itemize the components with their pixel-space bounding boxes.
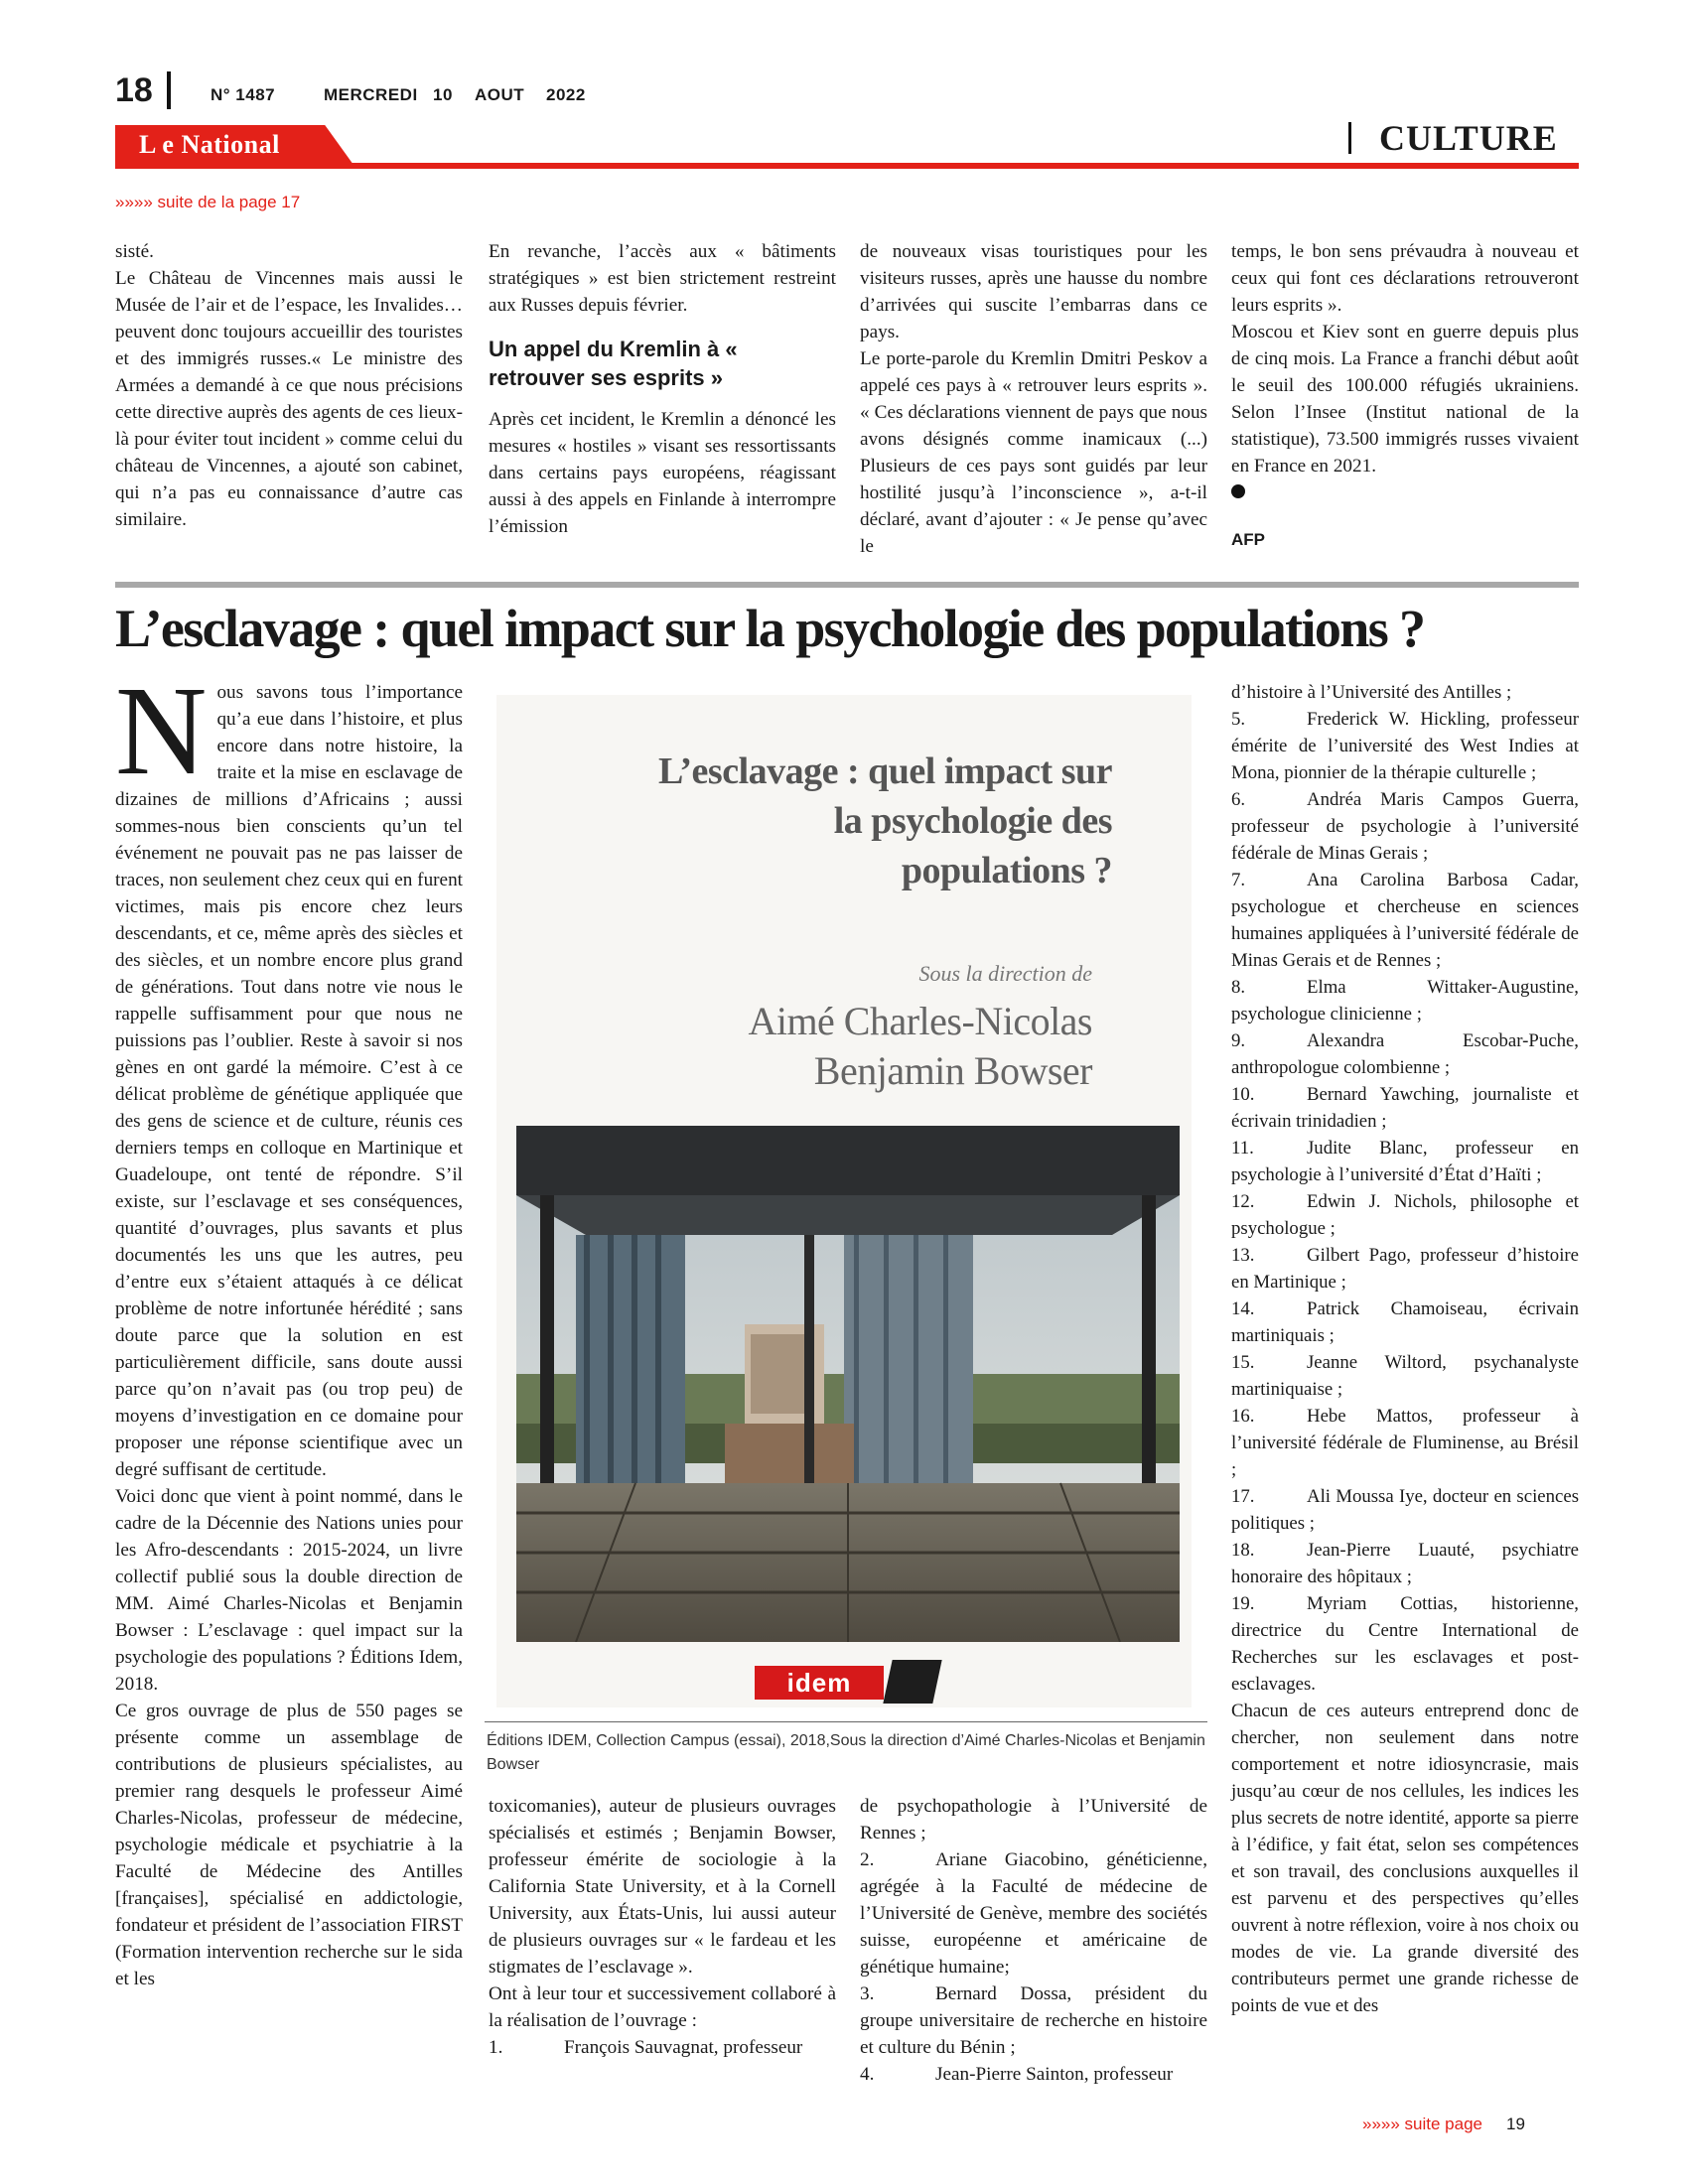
paragraph: Moscou et Kiev sont en guerre depuis plus de cinq mois. La France a franchi début août le seuil des 100.000 réfugiés ukrainiens. Selon l’Insee (Institut national de la statistique), 73.500 immigrés russes vivaient en France en 2021. — [1231, 322, 1579, 477]
prev-column-1 — [115, 238, 463, 533]
list-number: 9. — [1231, 1030, 1246, 1051]
list-text: Jean-Pierre Luauté, psychiatre honoraire des hôpitaux ; — [1231, 1540, 1579, 1587]
list-item — [1231, 1242, 1579, 1296]
cover-title — [496, 747, 1112, 895]
list-item — [1231, 1537, 1579, 1590]
prev-column-2 — [489, 238, 836, 540]
list-item — [1231, 1081, 1579, 1135]
list-number: 19. — [1231, 1593, 1255, 1614]
cover-authors — [496, 997, 1092, 1096]
header-rule — [115, 163, 1579, 169]
cover-title-line: L’esclavage : quel impact sur — [658, 751, 1112, 792]
paragraph: En revanche, l’accès aux « bâtiments stratégiques » est bien strictement restreint aux Russes depuis février. — [489, 241, 836, 316]
paragraph-text: ous savons tous l’importance qu’a eue dans l’histoire, et plus encore dans notre histoire, la traite et la mise en esclavage de dizaines de millions d’Africains ; aussi sommes-nous bien conscients qu’un tel événement ne pouvait pas ne pas laisser de traces, non seulement chez ceux qui en furent victimes, mais pis encore chez leurs descendants, et ce, même après des siècles et des siècles, et un nombre encore plus grand de générations. Tout dans notre vie nous le rappelle suffisamment pour que nous ne puissions pas l’oublier. Reste à savoir si nos gènes en ont gardé la mémoire. C’est à ce délicat problème de génétique appliquée que des gens de science et de culture, réunis ces derniers temps en colloque en Martinique et Guadeloupe, ont tenté de répondre. S’il existe, sur l’esclavage et ses conséquences, quantité d’ouvrages, plus savants et plus documentés les uns que les autres, peu d’entre eux s’étaient attaqués à ce délicat problème de notre infortunée hérédité ; sans doute parce que la solution en est particulièrement difficile, sans doute aussi parce qu’on n’avait pas (ou trop peu) de moyens d’investigation en ce domaine pour proposer une réponse scientifique avec un degré suffisant de certitude. — [115, 682, 463, 1480]
list-text: Jean-Pierre Sainton, professeur — [935, 2064, 1174, 2085]
list-text: Andréa Maris Campos Guerra, professeur de psychologie à l’université fédérale de Minas Gerais ; — [1231, 789, 1579, 864]
paragraph: d’histoire à l’Université des Antilles ; — [1231, 682, 1512, 703]
caption-rule — [485, 1721, 1207, 1722]
list-text: Elma Wittaker-Augustine, psychologue clinicienne ; — [1231, 977, 1579, 1024]
list-number: 12. — [1231, 1191, 1255, 1212]
paragraph: de psychopathologie à l’Université de Rennes ; — [860, 1796, 1207, 1843]
article-headline: L’esclavage : quel impact sur la psychologie des populations ? — [115, 599, 1425, 658]
list-item — [1231, 706, 1579, 786]
list-text: Bernard Dossa, président du groupe universitaire de recherche en histoire et culture du Bénin ; — [860, 1983, 1207, 2058]
paragraph: Chacun de ces auteurs entreprend donc de chercher, non seulement dans notre comportement et notre idiosyncrasie, mais jusqu’au cœur de nos cellules, les indices les plus secrets de notre identité, apporte sa pierre à l’édifice, y fait état, selon ses compétences et son travail, des conclusions auxquelles il est parvenu et des perspectives qu’elles ouvrent à notre réflexion, voire à nos choix ou modes de vie. La grande diversité des contributeurs permet une grande richesse de points de vue et des — [1231, 1701, 1579, 2016]
article-column-2 — [489, 1793, 836, 2061]
list-item — [1231, 974, 1579, 1027]
list-number: 11. — [1231, 1138, 1254, 1159]
list-item — [1231, 1483, 1579, 1537]
list-text: Frederick W. Hickling, professeur émérite de l’université des West Indies at Mona, pionnier de la thérapie culturelle ; — [1231, 709, 1579, 783]
list-text: Patrick Chamoiseau, écrivain martiniquais ; — [1231, 1298, 1579, 1346]
cover-author: Benjamin Bowser — [813, 1048, 1092, 1093]
cover-title-line: la psychologie des — [833, 800, 1112, 842]
list-number: 4. — [860, 2064, 875, 2085]
paragraph: de nouveaux visas touristiques pour les visiteurs russes, après une hausse du nombre d’arrivées qui suscite l’embarras dans ce pays. — [860, 241, 1207, 342]
section-divider — [1348, 122, 1351, 154]
list-number: 8. — [1231, 977, 1246, 998]
issue-year: 2022 — [546, 85, 586, 104]
article-divider — [115, 582, 1579, 588]
image-caption: Éditions IDEM, Collection Campus (essai), 2018,Sous la direction d’Aimé Charles-Nicolas et Benjamin Bowser — [487, 1732, 1205, 1773]
article-column-1 — [115, 660, 463, 1992]
cover-author: Aimé Charles-Nicolas — [748, 999, 1092, 1043]
list-item — [1231, 786, 1579, 867]
list-item — [1231, 1403, 1579, 1483]
list-text: Gilbert Pago, professeur d’histoire en Martinique ; — [1231, 1245, 1579, 1293]
section-label: CULTURE — [1379, 118, 1558, 158]
list-item — [1231, 1135, 1579, 1188]
publisher-logo-tab — [883, 1660, 941, 1704]
subheading: Un appel du Kremlin à « retrouver ses esprits » — [489, 337, 738, 390]
list-item — [489, 2034, 836, 2061]
article-column-4 — [1231, 679, 1579, 2019]
end-mark-icon — [1231, 484, 1245, 498]
cover-title-line: populations ? — [901, 850, 1112, 891]
paragraph: Après cet incident, le Kremlin a dénoncé les mesures « hostiles » visant ses ressortissants dans certains pays européens, réagissant aussi à des appels en Finlande à interrompre l’émission — [489, 409, 836, 537]
paragraph: sisté. — [115, 241, 154, 262]
list-number: 18. — [1231, 1540, 1255, 1561]
list-text: Edwin J. Nichols, philosophe et psychologue ; — [1231, 1191, 1579, 1239]
list-number: 17. — [1231, 1486, 1255, 1507]
cover-photo — [516, 1126, 1180, 1642]
book-cover-image — [496, 695, 1192, 1707]
issue-month: AOUT — [475, 85, 525, 104]
paragraph: Ce gros ouvrage de plus de 550 pages se présente comme un assemblage de contributions de plusieurs spécialistes, au premier rang desquels le professeur Aimé Charles-Nicolas, professeur de médecine, psychologie médicale et psychiatrie à la Faculté de Médecine des Antilles [françaises], spécialisé en addictologie, fondateur et président de l’association FIRST (Formation intervention recherche sur le sida et les — [115, 1701, 463, 1989]
list-number: 6. — [1231, 789, 1246, 810]
article-column-3 — [860, 1793, 1207, 2088]
paragraph: Le Château de Vincennes mais aussi le Musée de l’air et de l’espace, les Invalides… peuvent donc toujours accueillir des touristes et des immigrés russes.« Le ministre des Armées a demandé à ce que nous précisions cette directive auprès des agents de ces lieux-là pour éviter tout incident » comme celui du château de Vincennes, a ajouté son cabinet, qui n’a pas eu connaissance d’autre cas similaire. — [115, 268, 463, 530]
list-number: 7. — [1231, 870, 1246, 890]
paragraph — [115, 660, 463, 1483]
continued-to-label: »»»» suite page — [1362, 2115, 1482, 2133]
prev-column-4 — [1231, 238, 1579, 553]
list-item — [1231, 1027, 1579, 1081]
list-number: 2. — [860, 1849, 875, 1870]
list-item — [1231, 1349, 1579, 1403]
credit: AFP — [1231, 530, 1265, 549]
dropcap: N — [115, 660, 208, 801]
list-text: Ariane Giacobino, généticienne, agrégée à la Faculté de médecine de l’Université de Genève, membre des sociétés suisse, européenne et américaine de génétique humaine; — [860, 1849, 1207, 1978]
continued-to-page: 19 — [1506, 2115, 1525, 2133]
list-item — [860, 1980, 1207, 2061]
paragraph: Le porte-parole du Kremlin Dmitri Peskov a appelé ces pays à « retrouver leurs esprits ». « Ces déclarations viennent de pays que nous avons désignés comme inamicaux (...) Plusieurs de ces pays sont guidés par leur hostilité jusqu’à l’inconscience », a-t-il déclaré, avant d’ajouter : « Je pense qu’avec le — [860, 348, 1207, 557]
section-title — [1348, 117, 1558, 159]
issue-day: MERCREDI — [324, 85, 418, 104]
list-text: Judite Blanc, professeur en psychologie à l’université d’État d’Haïti ; — [1231, 1138, 1579, 1185]
list-number: 15. — [1231, 1352, 1255, 1373]
newspaper-logo: L e National — [139, 130, 280, 159]
list-number: 10. — [1231, 1084, 1255, 1105]
paragraph: toxicomanies), auteur de plusieurs ouvrages spécialisés et estimés ; Benjamin Bowser, professeur émérite de sociologie à la California State University, et à la Cornell University, aux États-Unis, lui aussi auteur de plusieurs ouvrages sur « le fardeau et les stigmates de l’esclavage ». — [489, 1796, 836, 1978]
issue-date-day: 10 — [433, 85, 453, 104]
list-number: 14. — [1231, 1298, 1255, 1319]
continued-to — [1362, 2115, 1525, 2134]
list-number: 13. — [1231, 1245, 1255, 1266]
list-number: 16. — [1231, 1406, 1255, 1427]
list-text: Jeanne Wiltord, psychanalyste martiniquaise ; — [1231, 1352, 1579, 1400]
page-number-divider — [167, 71, 171, 109]
list-number: 5. — [1231, 709, 1246, 730]
cover-direction: Sous la direction de — [918, 961, 1092, 986]
issue-number: N° 1487 — [211, 85, 276, 104]
paragraph: Voici donc que vient à point nommé, dans le cadre de la Décennie des Nations unies pour les Afro-descendants : 2015-2024, un livre collectif publié sous la double direction de MM. Aimé Charles-Nicolas et Benjamin Bowser : L’esclavage : quel impact sur la psychologie des populations ? Éditions Idem, 2018. — [115, 1486, 463, 1695]
list-text: Bernard Yawching, journaliste et écrivain trinidadien ; — [1231, 1084, 1579, 1132]
list-item — [860, 2061, 1207, 2088]
list-number: 1. — [489, 2037, 503, 2058]
list-number: 3. — [860, 1983, 875, 2004]
continued-from: »»»» suite de la page 17 — [115, 193, 301, 211]
publisher-logo: idem — [755, 1666, 884, 1700]
list-item — [1231, 1590, 1579, 1698]
list-item — [1231, 867, 1579, 974]
list-item — [1231, 1188, 1579, 1242]
list-item — [1231, 1296, 1579, 1349]
list-text: Alexandra Escobar-Puche, anthropologue colombienne ; — [1231, 1030, 1579, 1078]
list-text: Myriam Cottias, historienne, directrice du Centre International de Recherches sur les esclavages et post-esclavages. — [1231, 1593, 1579, 1695]
paragraph: temps, le bon sens prévaudra à nouveau et ceux qui font ces déclarations retrouveront leurs esprits ». — [1231, 241, 1579, 316]
list-text: Hebe Mattos, professeur à l’université fédérale de Fluminense, au Brésil ; — [1231, 1406, 1579, 1480]
page-number: 18 — [115, 71, 153, 109]
list-text: Ana Carolina Barbosa Cadar, psychologue et chercheuse en sciences humaines appliquées à l’université fédérale de Minas Gerais et de Rennes ; — [1231, 870, 1579, 971]
shack-photo — [516, 1126, 1180, 1642]
prev-column-3 — [860, 238, 1207, 560]
list-text: Ali Moussa Iye, docteur en sciences politiques ; — [1231, 1486, 1579, 1534]
list-text: François Sauvagnat, professeur — [564, 2037, 803, 2058]
paragraph: Ont à leur tour et successivement collaboré à la réalisation de l’ouvrage : — [489, 1983, 836, 2031]
list-item — [860, 1846, 1207, 1980]
